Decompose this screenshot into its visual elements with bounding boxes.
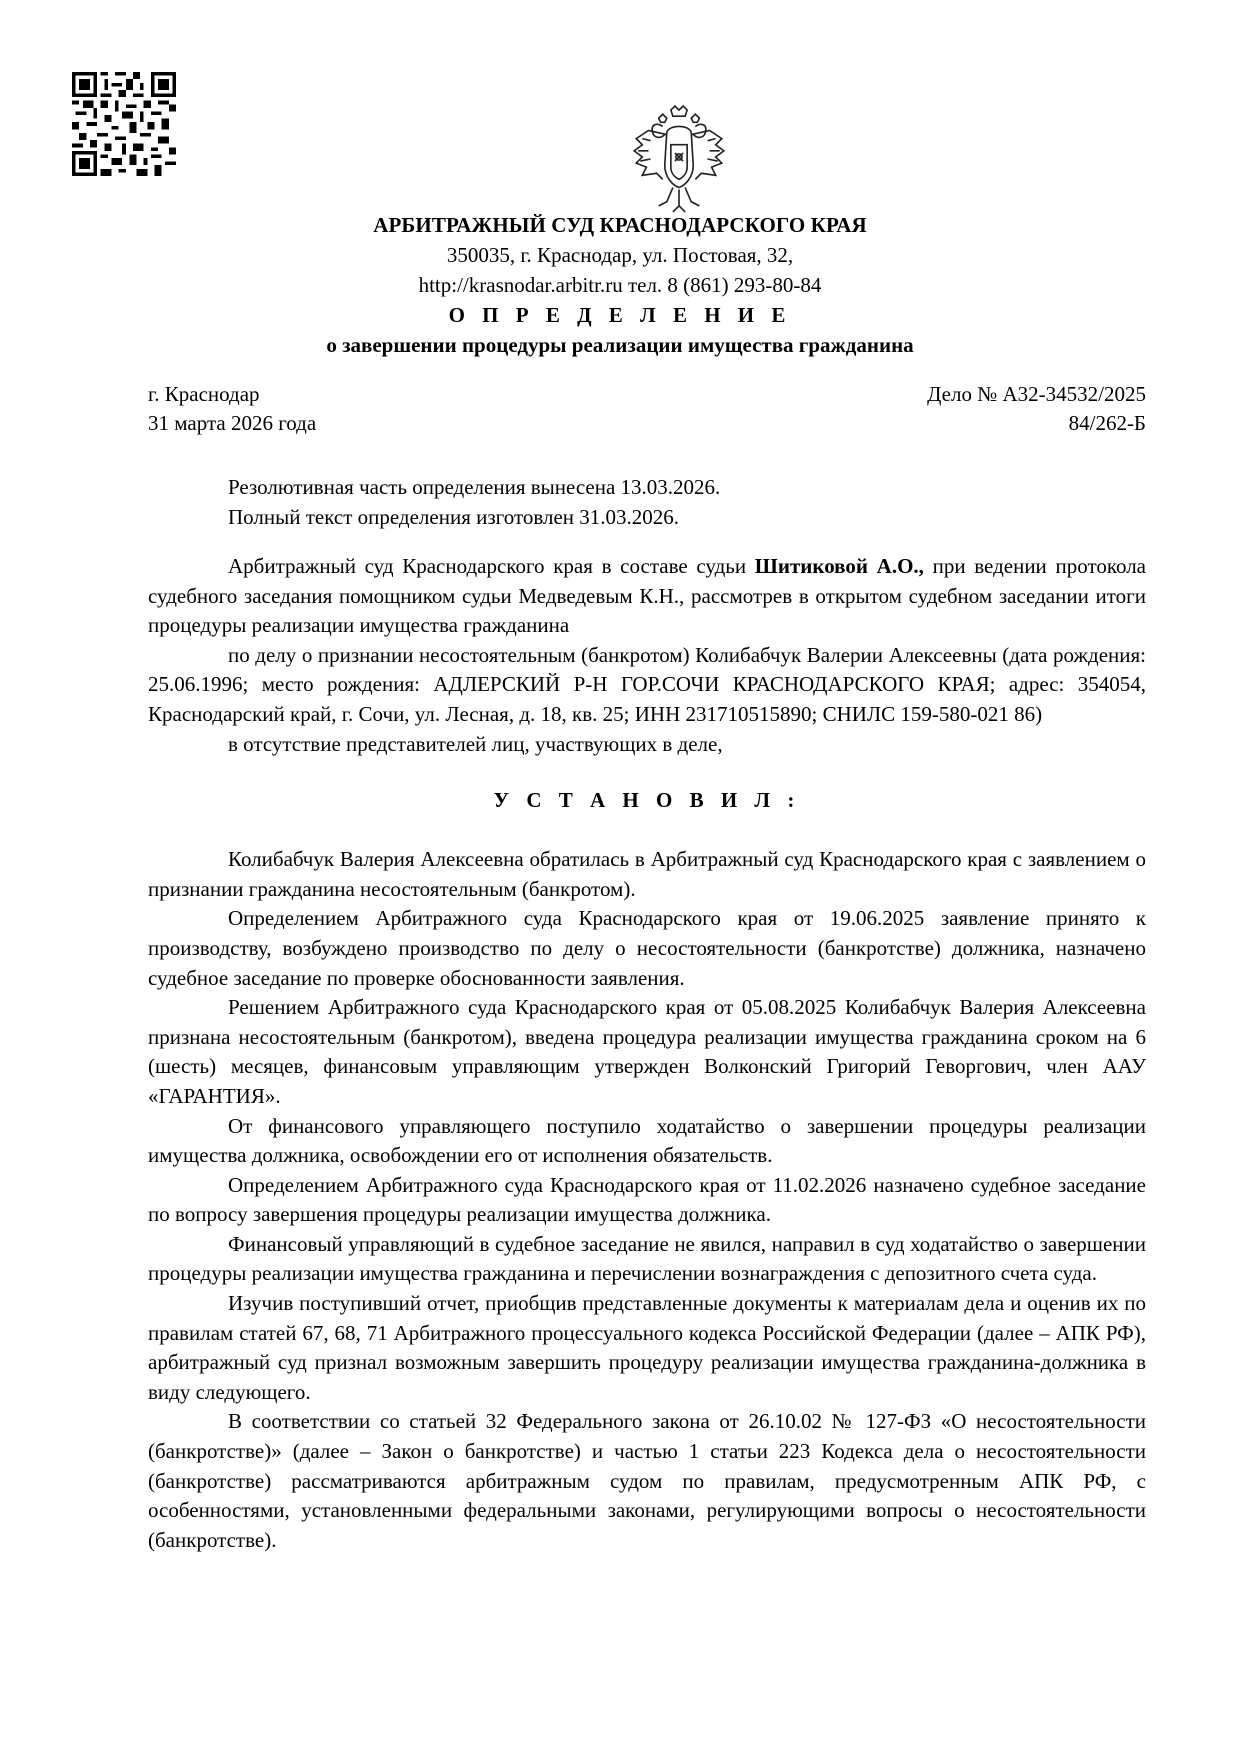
court-address: 350035, г. Краснодар, ул. Постовая, 32, (446, 243, 794, 267)
established-paragraph: От финансового управляющего поступило ходатайство о завершении процедуры реализации имущества должника, освобождении его от исполнения обязательств. (148, 1113, 1146, 1168)
established-paragraph: В соответствии со статьей 32 Федерального закона от 26.10.02 № 127-ФЗ «О несостоятельности (банкротстве)» (далее – Закон о банкротстве) и частью 1 статьи 223 Кодекса дела о несостоятельности (банкротстве) рассматриваются арбитражным судом по правилам, предусмотренным АПК РФ, с особенностями, установленными федеральными законами, регулирующими вопросы о несостоятельности (банкротстве). (148, 1409, 1146, 1552)
established-paragraph: Определением Арбитражного суда Краснодарского края от 11.02.2026 назначено судебное заседание по вопросу завершения процедуры реализации имущества должника. (148, 1172, 1146, 1227)
city: г. Краснодар (148, 382, 260, 406)
decision-dates (228, 472, 720, 532)
internal-number: 84/262-Б (1068, 411, 1146, 435)
established-paragraph: Финансовый управляющий в судебное заседание не явился, направил в суд ходатайство о завершении процедуры реализации имущества гражданина и перечислении вознаграждения с депозитного счета суда. (148, 1231, 1146, 1286)
case-meta (148, 380, 1146, 438)
intro-paragraph: Арбитражный суд Краснодарского края в составе судьи Шитиковой А.О., при ведении протокола судебного заседания помощником судьи Медведевым К.Н., рассмотрев в открытом судебном заседании итоги процедуры реализации имущества гражданина (148, 554, 1146, 638)
full-text-date: Полный текст определения изготовлен 31.03.2026. (228, 505, 680, 529)
section-heading: У С Т А Н О В И Л : (493, 788, 801, 813)
established-paragraph: Определением Арбитражного суда Краснодарского края от 19.06.2025 заявление принято к производству, возбуждено производство по делу о несостоятельности (банкротстве) должника, назначено судебное заседание по проверке обоснованности заявления. (148, 906, 1146, 990)
established-paragraph: Изучив поступивший отчет, приобщив представленные документы к материалам дела и оценив их по правилам статей 67, 68, 71 Арбитражного процессуального кодекса Российской Федерации (далее – АПК РФ), арбитражный суд признал возможным завершить процедуру реализации имущества гражданина-должника в виду следующего. (148, 1291, 1146, 1404)
qr-code-icon (72, 72, 176, 176)
case-number: Дело № А32-34532/2025 (927, 382, 1146, 406)
document-date: 31 марта 2026 года (148, 411, 317, 435)
court-contacts: http://krasnodar.arbitr.ru тел. 8 (861) 293-80-84 (418, 273, 822, 297)
court-header (0, 210, 1240, 360)
established-paragraph: Колибабчук Валерия Алексеевна обратилась в Арбитражный суд Краснодарского края с заявлением о признании гражданина несостоятельным (банкротом). (148, 847, 1146, 901)
judge-name: Шитиковой А.О., (754, 554, 924, 578)
operative-part-date: Резолютивная часть определения вынесена 13.03.2026. (228, 475, 721, 499)
coat-of-arms-icon (628, 104, 730, 214)
document-subtitle: о завершении процедуры реализации имущества гражданина (326, 333, 914, 357)
document-type: О П Р Е Д Е Л Е Н И Е (448, 303, 792, 327)
case-paragraph: по делу о признании несостоятельным (банкротом) Колибабчук Валерии Алексеевны (дата рождения: 25.06.1996; место рождения: АДЛЕРСКИЙ Р-Н ГОР.СОЧИ КРАСНОДАРСКОГО КРАЯ; адрес: 354054, Краснодарский край, г. Сочи, ул. Лесная, д. 18, кв. 25; ИНН 231710515890; СНИЛС 159-580-021 86) (148, 642, 1146, 726)
absence-paragraph: в отсутствие представителей лиц, участвующих в деле, (228, 731, 723, 756)
established-paragraph: Решением Арбитражного суда Краснодарского края от 05.08.2025 Колибабчук Валерия Алексеевна признана несостоятельным (банкротом), введена процедура реализации имущества гражданина сроком на 6 (шесть) месяцев, финансовым управляющим утвержден Волконский Григорий Геворгович, член ААУ «ГАРАНТИЯ». (148, 995, 1146, 1108)
document-body (148, 552, 1146, 1555)
court-name: АРБИТРАЖНЫЙ СУД КРАСНОДАРСКОГО КРАЯ (373, 213, 867, 237)
